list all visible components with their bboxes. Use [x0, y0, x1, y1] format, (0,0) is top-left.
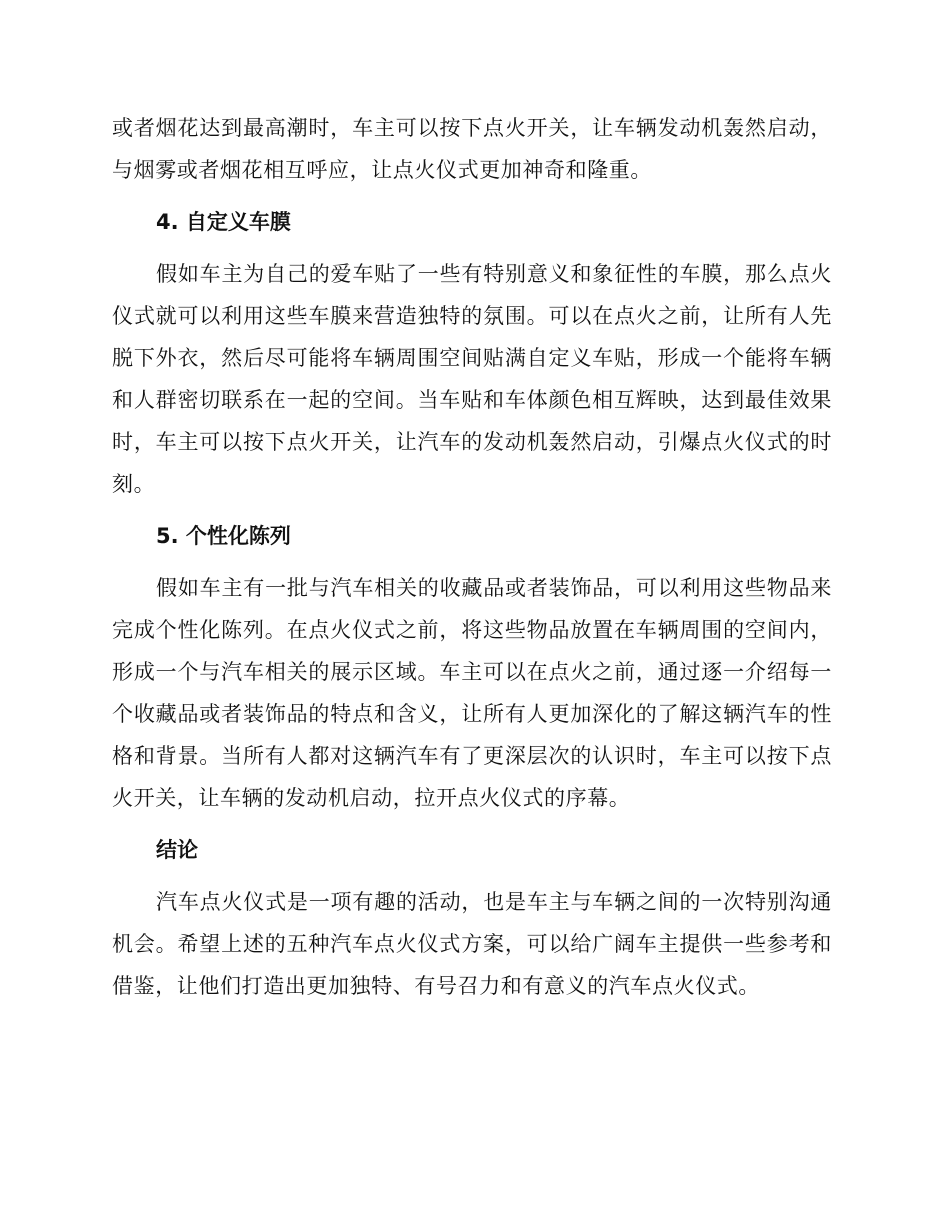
section-heading-custom-wrap: 4. 自定义车膜	[156, 210, 291, 234]
section-paragraph-custom-wrap: 假如车主为自己的爱车贴了一些有特别意义和象征性的车膜，那么点火仪式就可以利用这些车膜来营造独特的氛围。可以在点火之前，让所有人先脱下外衣，然后尽可能将车辆周围空间贴满自定义车贴，形成一个能将车辆和人群密切联系在一起的空间。当车贴和车体颜色相互辉映，达到最佳效果时，车主可以按下点火开关，让汽车的发动机轰然启动，引爆点火仪式的时刻。	[112, 262, 832, 496]
document-page	[112, 107, 832, 1007]
section-heading-personalized-display: 5. 个性化陈列	[156, 524, 291, 548]
section-heading-conclusion: 结论	[156, 838, 198, 862]
continued-paragraph: 或者烟花达到最高潮时，车主可以按下点火开关，让车辆发动机轰然启动，与烟雾或者烟花相互呼应，让点火仪式更加神奇和隆重。	[112, 116, 832, 182]
section-paragraph-personalized-display: 假如车主有一批与汽车相关的收藏品或者装饰品，可以利用这些物品来完成个性化陈列。在点火仪式之前，将这些物品放置在车辆周围的空间内，形成一个与汽车相关的展示区域。车主可以在点火之前，通过逐一介绍每一个收藏品或者装饰品的特点和含义，让所有人更加深化的了解这辆汽车的性格和背景。当所有人都对这辆汽车有了更深层次的认识时，车主可以按下点火开关，让车辆的发动机启动，拉开点火仪式的序幕。	[112, 576, 832, 810]
section-paragraph-conclusion: 汽车点火仪式是一项有趣的活动，也是车主与车辆之间的一次特别沟通机会。希望上述的五种汽车点火仪式方案，可以给广阔车主提供一些参考和借鉴，让他们打造出更加独特、有号召力和有意义的汽车点火仪式。	[112, 890, 832, 998]
